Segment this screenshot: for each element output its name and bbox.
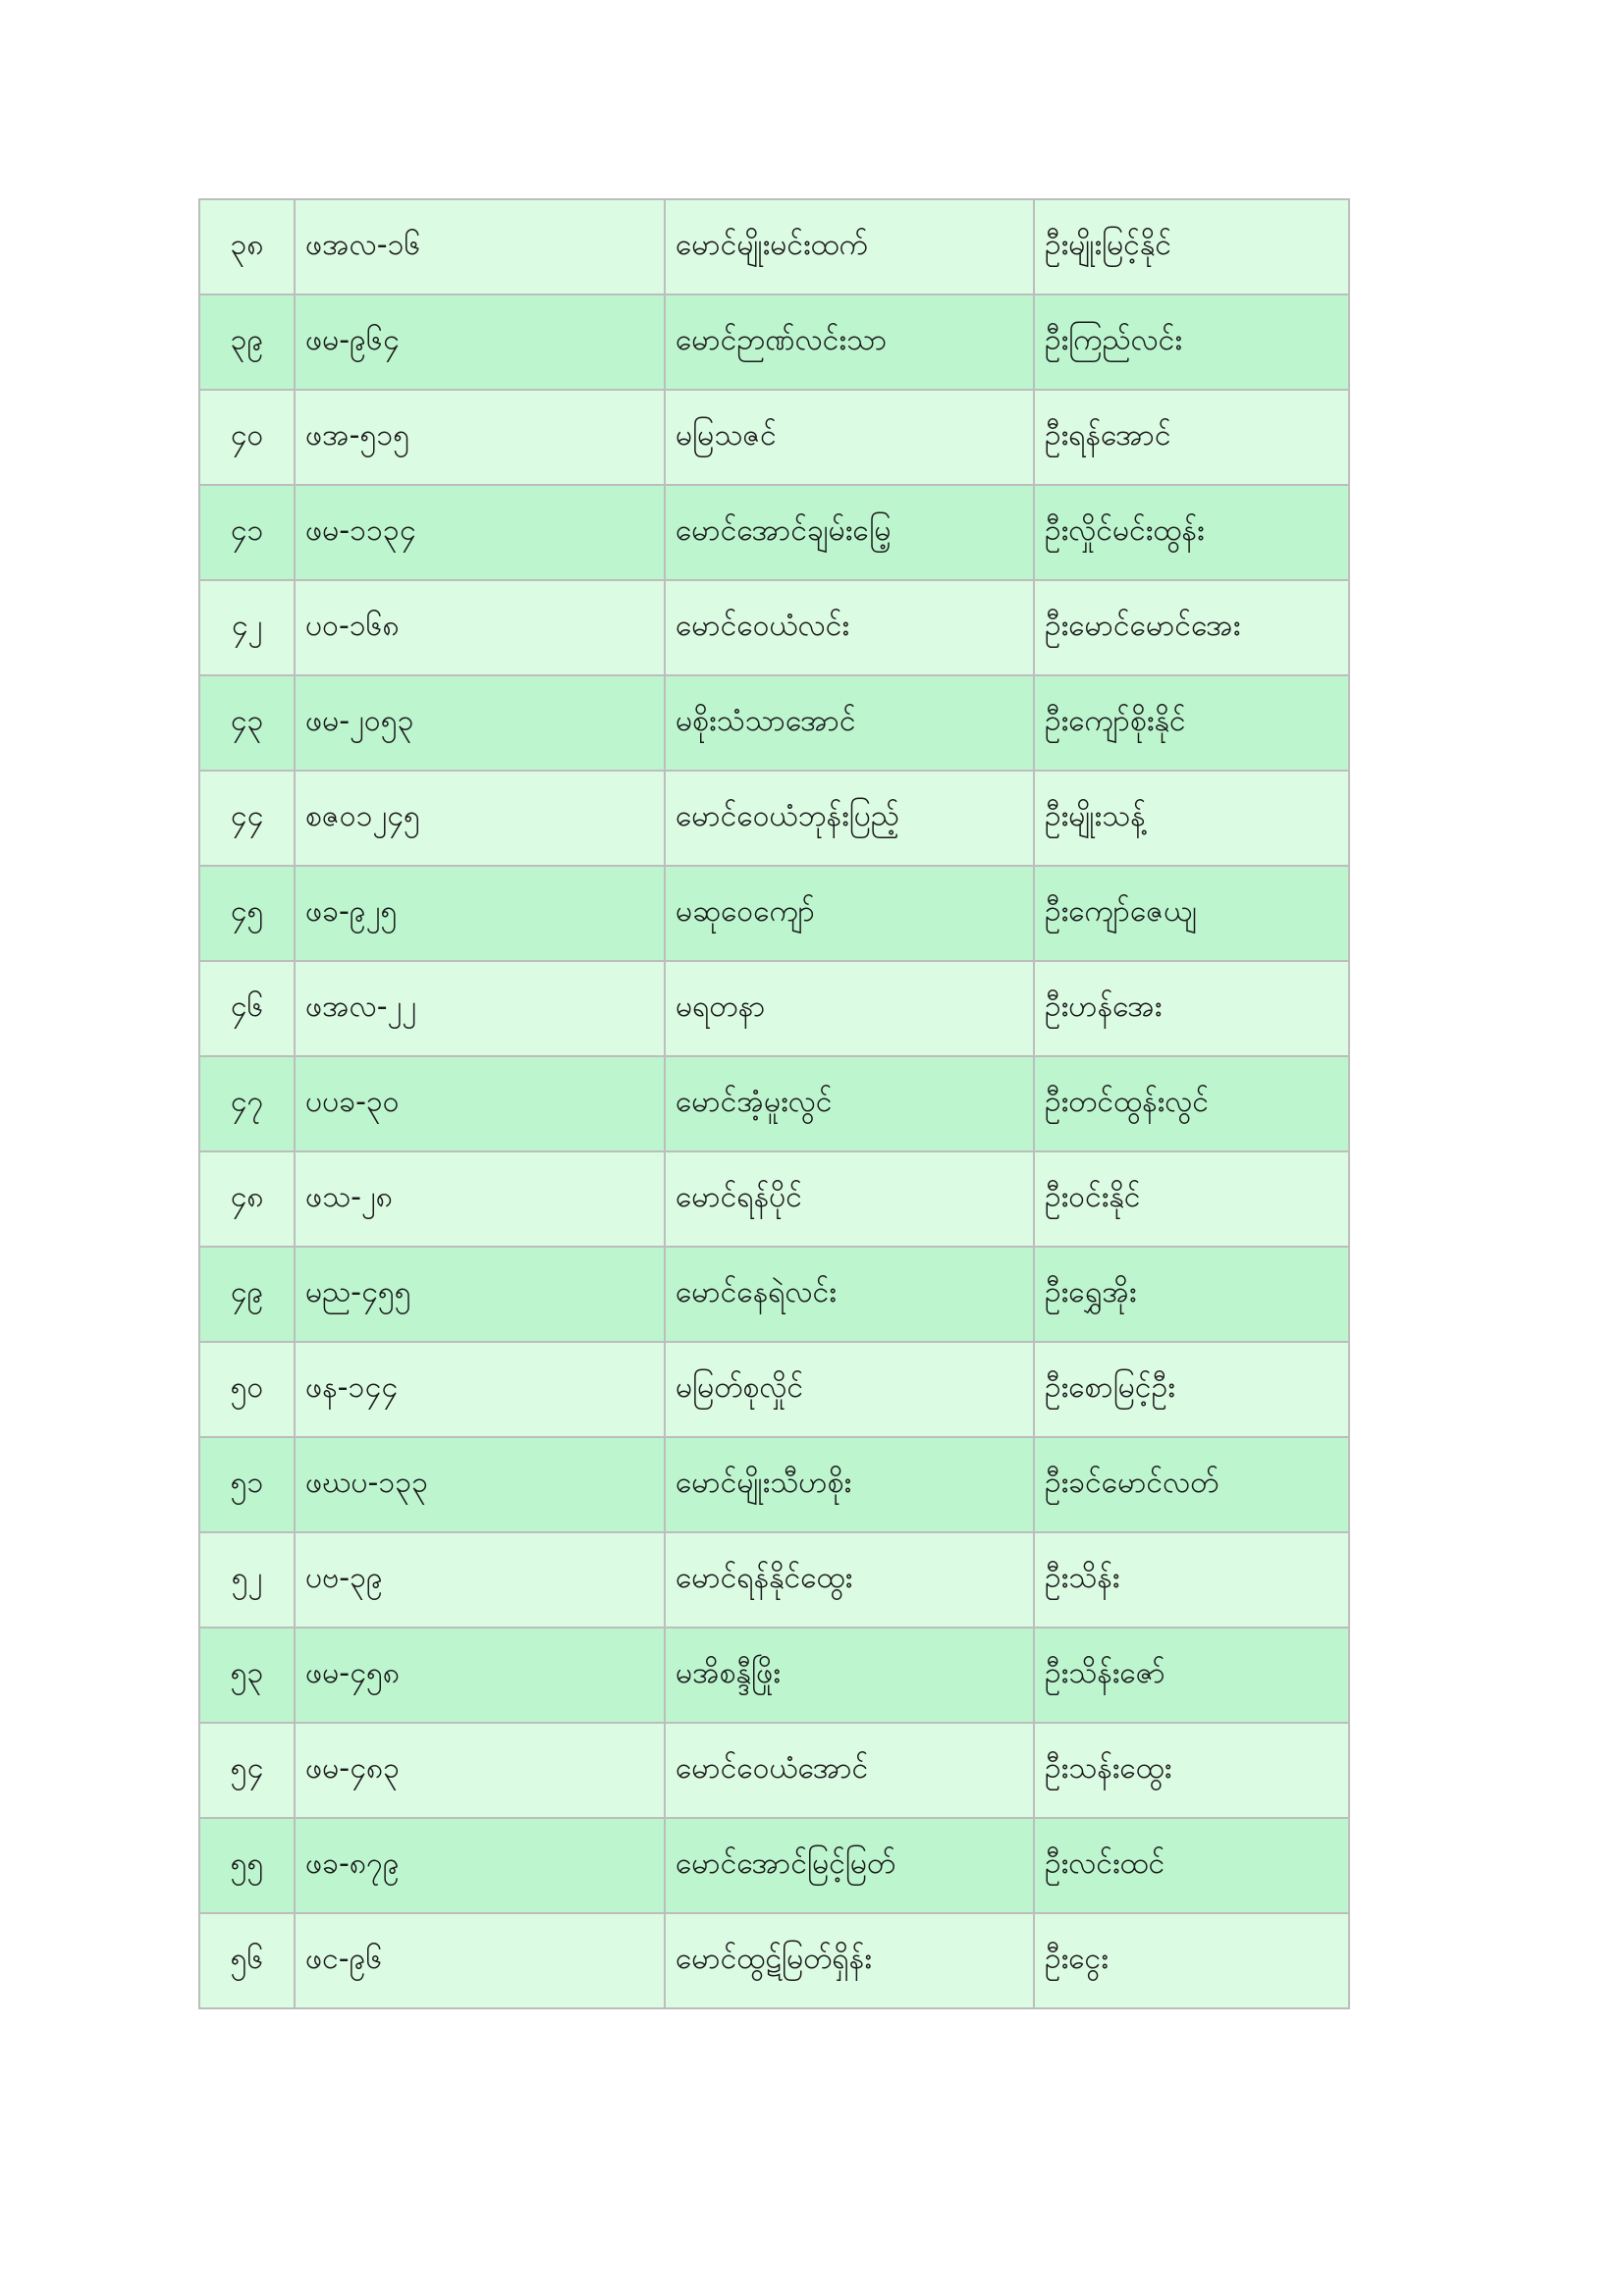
table-row (199, 1913, 1349, 2008)
parent-name: ဦးလင်းထင် (1034, 1818, 1349, 1913)
row-number: ၅၃ (199, 1628, 295, 1723)
row-number: ၅၆ (199, 1913, 295, 2008)
parent-name: ဦးတင်ထွန်းလွင် (1034, 1056, 1349, 1151)
row-number: ၅၁ (199, 1437, 295, 1532)
registration-id: ဖမ-၉၆၄ (295, 294, 665, 390)
table-row (199, 294, 1349, 390)
table-row (199, 580, 1349, 675)
parent-name: ဦးရန်အောင် (1034, 390, 1349, 485)
table-row (199, 1532, 1349, 1628)
student-name: မောင်ဉာဏ်လင်းသာ (665, 294, 1034, 390)
registration-id: ဖန-၁၄၄ (295, 1342, 665, 1437)
student-name: မစိုးသံသာအောင် (665, 675, 1034, 771)
registration-id: ဖခ-၉၂၅ (295, 866, 665, 961)
registration-id: မည-၄၅၅ (295, 1247, 665, 1342)
table-row (199, 866, 1349, 961)
student-name: မဆုဝေကျော် (665, 866, 1034, 961)
parent-name: ဦးလှိုင်မင်းထွန်း (1034, 485, 1349, 580)
student-name: မောင်ဝေယံဘုန်းပြည့် (665, 771, 1034, 866)
table-row (199, 1628, 1349, 1723)
row-number: ၄၇ (199, 1056, 295, 1151)
row-number: ၄၆ (199, 961, 295, 1056)
row-number: ၅၀ (199, 1342, 295, 1437)
student-name: မောင်အောင်မြင့်မြတ် (665, 1818, 1034, 1913)
table-row (199, 1818, 1349, 1913)
row-number: ၃၈ (199, 199, 295, 294)
registration-id: ဖမ-၄၈၃ (295, 1723, 665, 1818)
student-name: မအိစန္ဒီဖြိုး (665, 1628, 1034, 1723)
row-number: ၄၃ (199, 675, 295, 771)
row-number: ၃၉ (199, 294, 295, 390)
parent-name: ဦးသန်းထွေး (1034, 1723, 1349, 1818)
student-name: မောင်ဝေယံအောင် (665, 1723, 1034, 1818)
table-row (199, 390, 1349, 485)
parent-name: ဦးမျိုးမြင့်နိုင် (1034, 199, 1349, 294)
parent-name: ဦးဟန်အေး (1034, 961, 1349, 1056)
table-row (199, 1342, 1349, 1437)
parent-name: ဦးသိန်း (1034, 1532, 1349, 1628)
parent-name: ဦးခင်မောင်လတ် (1034, 1437, 1349, 1532)
student-name: မောင်နေရဲလင်း (665, 1247, 1034, 1342)
student-name: မမြတ်စုလှိုင် (665, 1342, 1034, 1437)
parent-name: ဦးစောမြင့်ဦး (1034, 1342, 1349, 1437)
registration-id: ဖမ-၁၁၃၄ (295, 485, 665, 580)
registration-id: ဖမ-၄၅၈ (295, 1628, 665, 1723)
table-row (199, 1247, 1349, 1342)
student-name: မောင်ရန်နိုင်ထွေး (665, 1532, 1034, 1628)
row-number: ၄၁ (199, 485, 295, 580)
table-row (199, 1151, 1349, 1247)
registration-id: စဇဝ၁၂၄၅ (295, 771, 665, 866)
row-number: ၄၀ (199, 390, 295, 485)
table-row (199, 771, 1349, 866)
registration-id: ဖင-၉၆ (295, 1913, 665, 2008)
student-name: မရတနာ (665, 961, 1034, 1056)
parent-name: ဦးငွေး (1034, 1913, 1349, 2008)
table-row (199, 675, 1349, 771)
table-row (199, 1723, 1349, 1818)
registration-id: ဖအ-၅၁၅ (295, 390, 665, 485)
results-table (198, 198, 1350, 2009)
parent-name: ဦးမျိုးသန့် (1034, 771, 1349, 866)
registration-id: ဖခ-၈၇၉ (295, 1818, 665, 1913)
registration-id: ဖသ-၂၈ (295, 1151, 665, 1247)
student-name: မောင်ရန်ပိုင် (665, 1151, 1034, 1247)
table-body (199, 199, 1349, 2008)
row-number: ၄၅ (199, 866, 295, 961)
parent-name: ဦးကျော်ဇေယျ (1034, 866, 1349, 961)
registration-id: ဖဃပ-၁၃၃ (295, 1437, 665, 1532)
row-number: ၄၂ (199, 580, 295, 675)
parent-name: ဦးဝင်းနိုင် (1034, 1151, 1349, 1247)
parent-name: ဦးမောင်မောင်အေး (1034, 580, 1349, 675)
registration-id: ဖမ-၂၀၅၃ (295, 675, 665, 771)
parent-name: ဦးရွှေအိုး (1034, 1247, 1349, 1342)
registration-id: ဖအလ-၁၆ (295, 199, 665, 294)
student-name: မောင်မျိုးမင်းထက် (665, 199, 1034, 294)
registration-id: ပဗ-၃၉ (295, 1532, 665, 1628)
registration-id: ပပခ-၃၀ (295, 1056, 665, 1151)
student-name: မောင်အောင်ချမ်းမြေ့ (665, 485, 1034, 580)
registration-id: ဖအလ-၂၂ (295, 961, 665, 1056)
student-name: မောင်မျိုးသီဟစိုး (665, 1437, 1034, 1532)
row-number: ၅၄ (199, 1723, 295, 1818)
row-number: ၅၅ (199, 1818, 295, 1913)
parent-name: ဦးကျော်စိုးနိုင် (1034, 675, 1349, 771)
parent-name: ဦးသိန်းဇော် (1034, 1628, 1349, 1723)
student-name: မောင်ဝေယံလင်း (665, 580, 1034, 675)
row-number: ၄၈ (199, 1151, 295, 1247)
row-number: ၄၄ (199, 771, 295, 866)
table-row (199, 485, 1349, 580)
row-number: ၅၂ (199, 1532, 295, 1628)
table-row (199, 961, 1349, 1056)
student-name: မောင်ထွဋ်မြတ်ရှိန်း (665, 1913, 1034, 2008)
registration-id: ပဝ-၁၆၈ (295, 580, 665, 675)
student-name: မမြသဇင် (665, 390, 1034, 485)
table-row (199, 199, 1349, 294)
table-row (199, 1437, 1349, 1532)
parent-name: ဦးကြည်လင်း (1034, 294, 1349, 390)
row-number: ၄၉ (199, 1247, 295, 1342)
table-row (199, 1056, 1349, 1151)
student-name: မောင်အံ့မူးလွင် (665, 1056, 1034, 1151)
